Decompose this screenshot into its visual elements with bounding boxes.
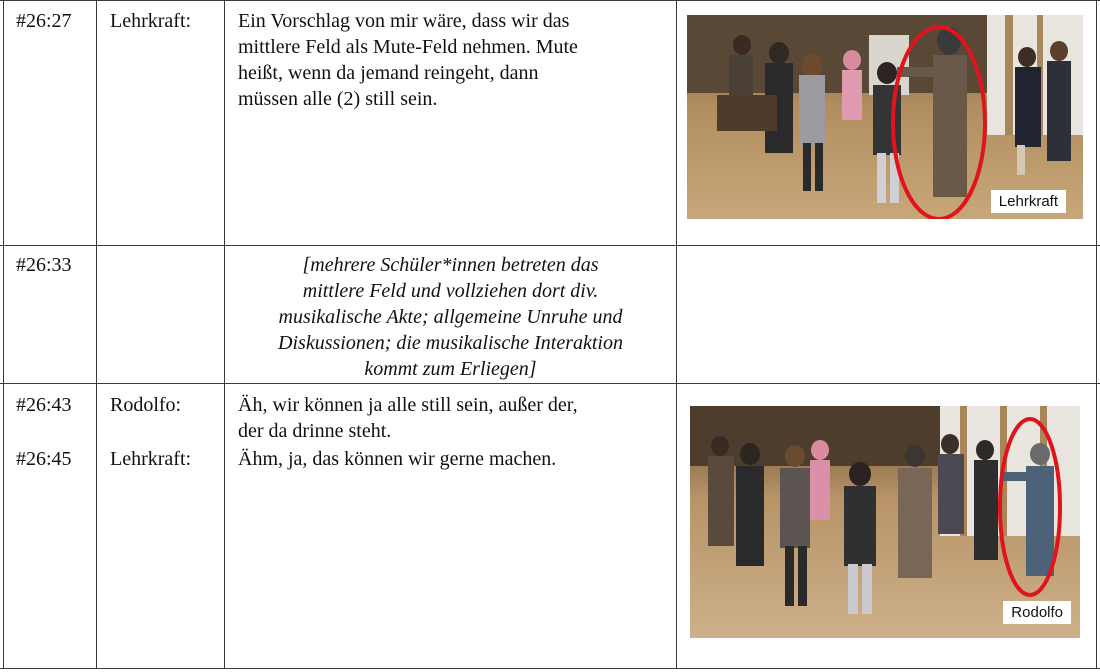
image-label: Rodolfo — [1003, 601, 1071, 624]
timestamp: #26:33 — [16, 254, 72, 276]
table-border-bottom — [0, 668, 1100, 669]
utterance-line: müssen alle (2) still sein. — [238, 88, 438, 110]
table-border-right — [1096, 0, 1097, 669]
action-description-line: Diskussionen; die musikalische Interaktion — [278, 332, 623, 354]
utterance-line: Ein Vorschlag von mir wäre, dass wir das — [238, 10, 570, 32]
action-description-line: [mehrere Schüler*innen betreten das — [302, 254, 599, 276]
table-col-divider — [96, 0, 97, 669]
action-description-line: mittlere Feld und vollziehen dort div. — [302, 280, 599, 302]
utterance-line: heißt, wenn da jemand reingeht, dann — [238, 62, 539, 84]
classroom-photo-teacher — [687, 15, 1083, 219]
utterance-line: Äh, wir können ja alle still sein, außer der, — [238, 394, 578, 416]
utterance-line: der da drinne steht. — [238, 420, 392, 442]
table-border-left — [3, 0, 4, 669]
table-col-divider — [676, 0, 677, 669]
speaker-name: Lehrkraft: — [110, 448, 192, 470]
classroom-photo-rodolfo — [690, 406, 1080, 638]
action-description-line: kommt zum Erliegen] — [364, 358, 537, 380]
utterance-line: mittlere Feld als Mute-Feld nehmen. Mute — [238, 36, 578, 58]
table-row-divider — [0, 383, 1100, 384]
table-border-top — [0, 0, 1100, 1]
speaker-name: Lehrkraft: — [110, 10, 192, 32]
timestamp: #26:45 — [16, 448, 72, 470]
image-label: Lehrkraft — [991, 190, 1066, 213]
speaker-name: Rodolfo: — [110, 394, 182, 416]
utterance-line: Ähm, ja, das können wir gerne machen. — [238, 448, 557, 470]
action-description-line: musikalische Akte; allgemeine Unruhe und — [278, 306, 623, 328]
timestamp: #26:43 — [16, 394, 72, 416]
timestamp: #26:27 — [16, 10, 72, 32]
table-row-divider — [0, 245, 1100, 246]
